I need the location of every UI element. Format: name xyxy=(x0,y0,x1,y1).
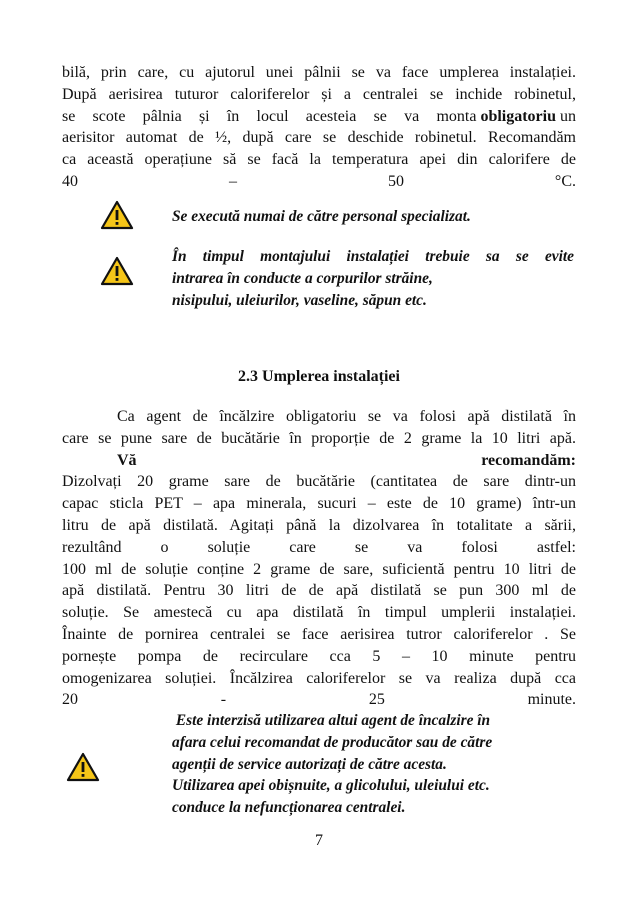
text-line: ca această operațiune să se facă la temperatura apei din calorifere de xyxy=(62,151,576,169)
text-line: rezultând o soluție care se va folosi astfel: xyxy=(62,538,576,556)
text-line: 40 – 50 °C. xyxy=(62,172,576,190)
text-line: 20 - 25 minute. xyxy=(62,691,576,709)
warning-text-specialized: Se execută numai de către personal specializat. xyxy=(172,208,471,225)
intro-paragraph xyxy=(62,62,576,193)
section-heading: 2.3 Umplerea instalației xyxy=(238,368,400,385)
text-line: nisipului, uleiurilor, vaseline, săpun etc. xyxy=(172,291,427,309)
text-line xyxy=(62,106,576,128)
warning-text-installation xyxy=(172,246,574,311)
page-number: 7 xyxy=(315,832,323,849)
warning-triangle-icon xyxy=(100,200,134,230)
text-line: După aerisirea tuturor caloriferelor și a centralei se inchide robinetul, xyxy=(62,85,576,103)
text-segment: se scote pâlnia și în locul acesteia se va monta xyxy=(62,107,477,125)
text-line: agenții de service autorizați de către acesta. xyxy=(172,755,447,773)
text-line: Utilizarea apei obișnuite, a glicolului, uleiului etc. xyxy=(172,777,490,795)
text-line: pornește pompa de recirculare cca 5 – 10 minute pentru xyxy=(62,647,576,665)
text-line: Este interzisă utilizarea altui agent de încalzire în xyxy=(172,712,491,729)
text-line: conduce la nefuncționarea centralei. xyxy=(172,799,406,817)
text-line: aerisitor automat de ½, după care se deschide robinetul. Recomandăm xyxy=(62,129,576,147)
text-line: apă distilată. Pentru 30 litri de de apă distilată se pun 300 ml de xyxy=(62,582,576,600)
text-line: Înainte de pornirea centralei se face aerisirea tutror caloriferelor . Se xyxy=(62,625,576,643)
text-line: soluție. Se amestecă cu apa distilată în timpul umplerii instalației. xyxy=(62,604,576,622)
text-line: afara celui recomandat de producător sau de către xyxy=(172,733,493,751)
text-line: care se pune sare de bucătărie în proporție de 2 grame la 10 litri apă. xyxy=(62,429,576,447)
recommend-label: Vă recomandăm: xyxy=(117,451,576,469)
text-line: litru de apă distilată. Agitați până la dizolvarea în totalitate a sării, xyxy=(62,516,576,534)
text-line: intrarea în conducte a corpurilor străine, xyxy=(172,269,433,287)
text-line: omogenizarea soluției. Încălzirea caloriferelor se va realiza după cca xyxy=(62,669,576,687)
text-line: În timpul montajului instalației trebuie sa se evite xyxy=(172,248,574,265)
text-line: bilă, prin care, cu ajutorul unei pâlnii se va face umplerea instalației. xyxy=(62,64,576,81)
warning-triangle-icon xyxy=(66,752,100,782)
text-line: 100 ml de soluție conține 2 grame de sare, suficientă pentru 10 litri de xyxy=(62,560,576,578)
emphasis-obligatoriu: obligatoriu xyxy=(480,107,556,125)
filling-paragraph xyxy=(62,406,576,711)
warning-triangle-icon xyxy=(100,256,134,286)
text-line: Dizolvați 20 grame sare de bucătărie (cantitatea de sare dintr-un xyxy=(62,473,576,491)
text-line: capac sticla PET – apa minerala, sucuri – este de 10 grame) într-un xyxy=(62,495,576,513)
warning-text-agent xyxy=(172,710,572,819)
text-segment: un xyxy=(556,107,576,125)
text-line: Ca agent de încălzire obligatoriu se va folosi apă distilată în xyxy=(117,408,576,425)
